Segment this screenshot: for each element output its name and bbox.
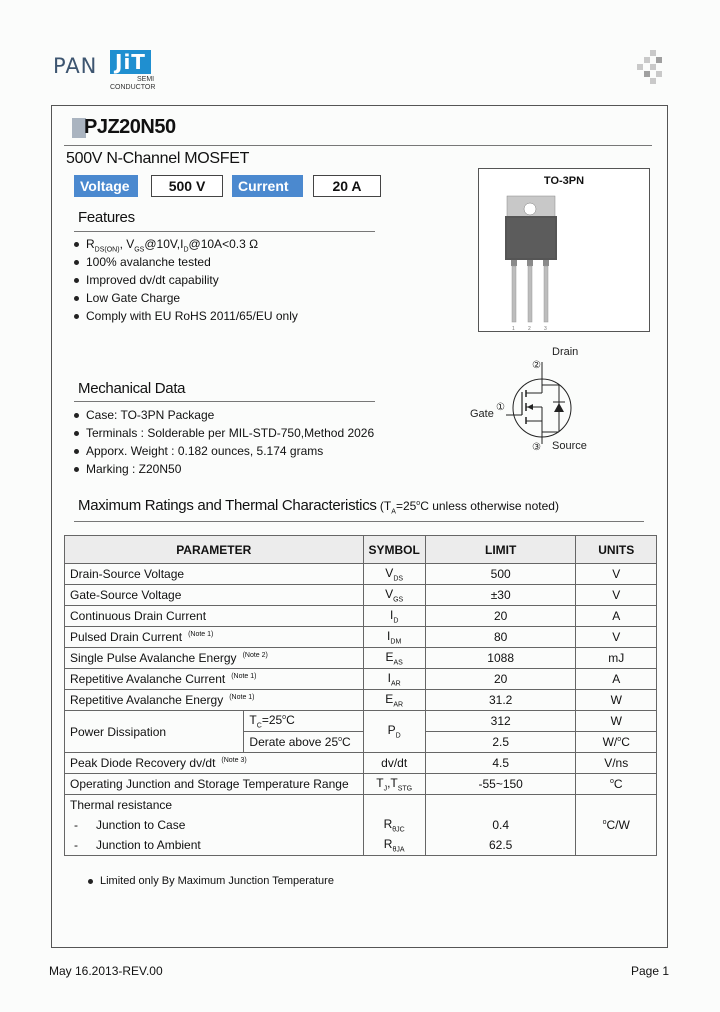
table-row: Operating Junction and Storage Temperature Range $T_J,T_{STG}$ -55~150 $^o$C [65, 774, 657, 795]
mechanical-list [72, 406, 374, 478]
to3pn-package-icon [479, 169, 649, 331]
logo-conductor-text: CONDUCTOR [110, 84, 156, 91]
footer-revision: May 16.2013-REV.00 [49, 964, 163, 978]
mosfet-symbol-icon [462, 340, 622, 458]
voltage-value: 500 V [151, 175, 223, 197]
package-label: TO-3PN [543, 175, 585, 187]
feature-item: 100% avalanche tested [72, 253, 298, 271]
drain-label: Drain [552, 346, 579, 358]
gate-label: Gate [470, 408, 494, 420]
ratings-title: Maximum Ratings and Thermal Characteristics ($T_A=25^oC$ unless otherwise noted) [78, 497, 559, 516]
pin-label: 3 [544, 326, 547, 331]
page-subtitle: 500V N-Channel MOSFET [66, 150, 250, 167]
logo-semi-text: SEMI [137, 76, 155, 83]
mechanical-title: Mechanical Data [78, 380, 186, 397]
note-item: Limited only By Maximum Junction Temperature [86, 872, 334, 890]
feature-item: Comply with EU RoHS 2011/65/EU only [72, 307, 298, 325]
table-row: Derate above 25$^o$C 2.5 W/$^o$C [65, 732, 657, 753]
header-parameter: PARAMETER [65, 536, 364, 564]
header-limit: LIMIT [425, 536, 576, 564]
source-label: Source [552, 440, 587, 452]
mechanical-item: Terminals : Solderable per MIL-STD-750,Method 2026 [72, 424, 374, 442]
table-header-row [65, 536, 657, 564]
table-row: - Junction to Ambient $R_{\theta JA}$ 62.5 [65, 835, 657, 856]
package-box [478, 168, 650, 332]
logo-pan-text: PAN [53, 54, 98, 78]
header-units: UNITS [576, 536, 657, 564]
pin-label: 2 [528, 326, 531, 331]
current-value: 20 A [313, 175, 381, 197]
table-row: Continuous Drain Current $I_D$ 20 A [65, 606, 657, 627]
pin-label: 1 [512, 326, 515, 331]
table-row: Peak Diode Recovery dv/dt $^{(Note 3)}$ dv/dt 4.5 V/ns [65, 753, 657, 774]
header-symbol: SYMBOL [363, 536, 425, 564]
feature-item: Improved dv/dt capability [72, 271, 298, 289]
voltage-label: Voltage [74, 175, 138, 197]
mechanical-item: Marking : Z20N50 [72, 460, 374, 478]
features-title: Features [78, 209, 135, 226]
feature-item: Low Gate Charge [72, 289, 298, 307]
table-row: - Junction to Case $R_{\theta JC}$ 0.4 [65, 815, 657, 835]
mechanical-item: Apporx. Weight : 0.182 ounces, 5.174 grams [72, 442, 374, 460]
logo-jit-text: JiT [110, 50, 151, 74]
footer-page-number: Page 1 [631, 964, 670, 978]
mechanical-item: Case: TO-3PN Package [72, 406, 374, 424]
table-row: Power Dissipation $T_C=25^oC$ $P_D$ 312 W [65, 711, 657, 732]
table-row: Drain-Source Voltage $V_{DS}$ 500 V [65, 564, 657, 585]
table-row: Repetitive Avalanche Current $^{(Note 1)}$ $I_{AR}$ 20 A [65, 669, 657, 690]
table-row: Repetitive Avalanche Energy $^{(Note 1)}$ $E_{AR}$ 31.2 W [65, 690, 657, 711]
features-list [72, 235, 298, 325]
table-row: Pulsed Drain Current $^{(Note 1)}$ $I_{DM}$ 80 V [65, 627, 657, 648]
current-label: Current [232, 175, 303, 197]
notes-list [86, 872, 334, 890]
gate-pin-number: ① [496, 402, 505, 413]
table-row: Thermal resistance $^o$C/W [65, 795, 657, 816]
ratings-divider [74, 521, 644, 522]
title-divider [64, 145, 652, 146]
table-row: Gate-Source Voltage $V_{GS}$ ±30 V [65, 585, 657, 606]
source-pin-number: ③ [532, 442, 541, 453]
page-title: PJZ20N50 [84, 116, 176, 138]
mechanical-divider [74, 401, 375, 402]
table-row: Single Pulse Avalanche Energy $^{(Note 2)}$ $E_{AS}$ 1088 mJ [65, 648, 657, 669]
drain-pin-number: ② [532, 360, 541, 371]
ratings-table [64, 535, 657, 856]
feature-item: $R_{DS(ON)}$, $V_{GS}@10V,I_D@10A<0.3$ Ω [72, 235, 298, 253]
features-divider [74, 231, 375, 232]
